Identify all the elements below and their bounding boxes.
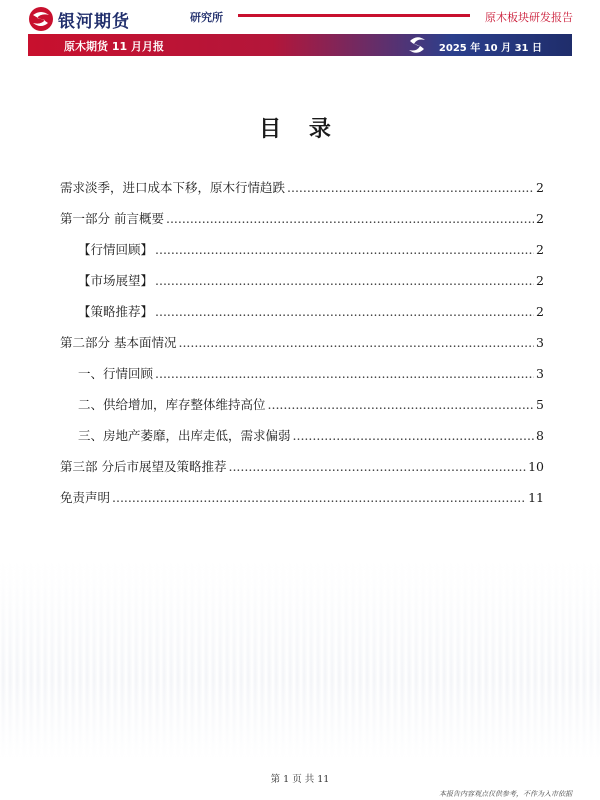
toc-entry-label: 二、供给增加，库存整体维持高位: [78, 397, 266, 412]
toc-leader-dots: [155, 273, 534, 288]
toc-entry-page: 11: [528, 490, 544, 505]
toc-entry[interactable]: [60, 178, 544, 209]
toc-entry-page: 2: [536, 304, 544, 319]
toc-entry-page: 3: [536, 335, 544, 350]
toc-entry-label: 【策略推荐】: [78, 304, 154, 319]
toc-entry-label: 需求淡季，进口成本下移，原木行情趋跌: [60, 180, 286, 195]
title-band: [28, 34, 572, 56]
toc-entry[interactable]: [60, 271, 544, 302]
toc-entry[interactable]: [60, 426, 544, 457]
toc-entry-page: 2: [536, 273, 544, 288]
toc-entry-label: 【行情回顾】: [78, 242, 154, 257]
toc-leader-dots: [155, 366, 534, 381]
toc-entry[interactable]: [60, 364, 544, 395]
toc-leader-dots: [268, 397, 535, 412]
toc-entry[interactable]: [60, 209, 544, 240]
toc-entry[interactable]: [60, 457, 544, 488]
toc-leader-dots: [293, 428, 535, 443]
toc-entry-label: 【市场展望】: [78, 273, 154, 288]
galaxy-logo-icon: [28, 6, 54, 32]
toc-leader-dots: [178, 335, 534, 350]
toc-entry[interactable]: [60, 302, 544, 333]
toc-entry-label: 第二部分 基本面情况: [60, 335, 177, 350]
footer-disclaimer: 本报告内容观点仅供参考，不作为入市依据: [439, 790, 572, 798]
page-indicator: 第 1 页 共 11: [270, 774, 330, 785]
toc-leader-dots: [155, 304, 534, 319]
toc-leader-dots: [287, 180, 534, 195]
toc-entry-label: 第三部 分后市展望及策略推荐: [60, 459, 227, 474]
toc-entry-label: 三、房地产萎靡，出库走低，需求偏弱: [78, 428, 291, 443]
band-logo-icon: [404, 32, 430, 58]
toc-title: 目 录: [259, 117, 341, 142]
toc-entry[interactable]: [60, 488, 544, 519]
toc-entry[interactable]: [60, 333, 544, 364]
toc-leader-dots: [166, 211, 534, 226]
toc-entry-page: 10: [528, 459, 544, 474]
background-watermark: [0, 560, 600, 760]
toc-leader-dots: [228, 459, 526, 474]
toc-entry-page: 2: [536, 180, 544, 195]
report-date: 2025 年 10 月 31 日: [438, 43, 542, 54]
toc-entry-page: 2: [536, 242, 544, 257]
toc-entry-label: 第一部分 前言概要: [60, 211, 164, 226]
toc-entry-label: 一、行情回顾: [78, 366, 154, 381]
header-divider: [238, 14, 470, 17]
toc-entry-page: 2: [536, 211, 544, 226]
report-title: 原木期货 11 月月报: [64, 40, 164, 53]
toc-entry-page: 8: [536, 428, 544, 443]
toc-entry-label: 免责声明: [60, 490, 111, 505]
toc-entry[interactable]: [60, 240, 544, 271]
company-name: 银河期货: [58, 11, 130, 32]
report-type-label: 原木板块研发报告: [485, 11, 573, 24]
toc-entry[interactable]: [60, 395, 544, 426]
toc-entry-page: 3: [536, 366, 544, 381]
table-of-contents: [60, 178, 544, 519]
department-label: 研究所: [190, 11, 223, 24]
toc-leader-dots: [155, 242, 534, 257]
toc-entry-page: 5: [536, 397, 544, 412]
toc-leader-dots: [112, 490, 526, 505]
company-logo: [28, 6, 130, 32]
